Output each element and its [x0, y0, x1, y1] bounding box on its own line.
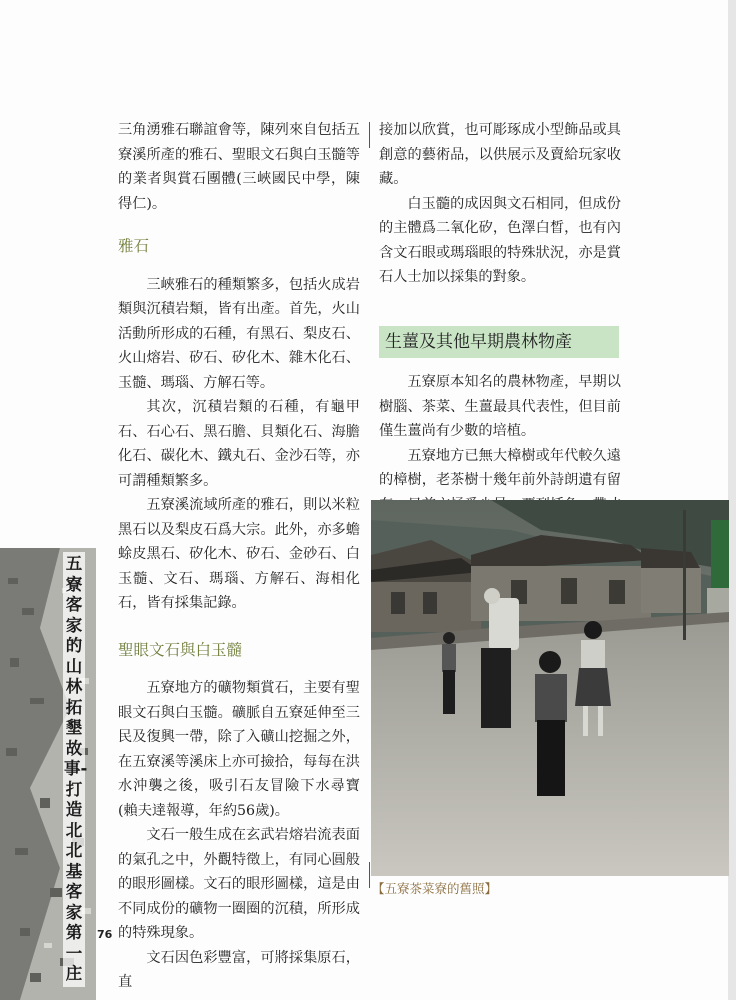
body-paragraph: 三峽雅石的種類繁多，包括火成岩類與沉積岩類，皆有出產。首先，火山活動所形成的石種，有黑石、梨皮石、火山熔岩、矽石、矽化木、雜木化石、玉髓、瑪瑙、方解石等。: [118, 276, 360, 391]
body-paragraph: 五寮原本知名的農林物產，早期以樹腦、茶菜、生薑最具代表性，但目前僅生薑尚有少數的培植。: [379, 374, 621, 439]
intro-paragraph: 三角湧雅石聯誼會等，陳列來自包括五寮溪所產的雅石、聖眼文石與白玉髓等的業者與賞石團體(三峽國民中學，陳得仁)。: [118, 122, 360, 212]
body-paragraph: 五寮地方已無大樟樹或年代較久遠的樟樹，老茶樹十幾年前外詩朗遺有留: [379, 447, 621, 488]
body-paragraph: 白玉髓的成因與文石相同，但成份的主體爲二氧化矽，色澤白晳，也有內含文石眼或瑪瑙眼的特殊狀況，亦是賞石人士加以採集的對象。: [379, 195, 621, 285]
page-number: 76: [97, 928, 113, 941]
page-edge: [728, 0, 736, 1000]
body-paragraph: 五寮地方的礦物類賞石，主要有聖眼文石與白玉髓。礦脈自五寮延伸至三民及復興一帶，除了入礦山挖掘之外，在五寮溪等溪床上亦可撿拾，每每在洪水沖襲之後，吸引石友冒險下水尋寶(賴夫達報導，年約56歲)。: [118, 680, 360, 819]
body-paragraph: 其次，沉積岩類的石種，有龜甲石、石心石、黑石膽、貝類化石、海膽化石、碳化木、鐵丸石、金沙石等，亦可謂種類繁多。: [118, 399, 360, 489]
continued-paragraph: 接加以欣賞，也可彫琢成小型飾品或具創意的藝術品，以供展示及賣給玩家收藏。: [379, 122, 621, 187]
right-text-column: [379, 118, 621, 566]
vertical-book-title: 五寮客家的山林拓墾故事-打造北北基客家第一庄: [63, 552, 85, 987]
left-text-column: [118, 118, 360, 995]
section-heading-ginger: 生薑及其他早期農林物產: [379, 326, 619, 359]
photo-illustration: [371, 500, 729, 876]
section-heading-shengyan: 聖眼文石與白玉髓: [118, 640, 243, 659]
photo-caption: 【五寮茶菜寮的舊照】: [372, 881, 498, 896]
section-heading-yashi: 雅石: [118, 237, 150, 255]
body-paragraph: 五寮溪流域所產的雅石，則以米粒黑石以及梨皮石爲大宗。此外，亦多蟾蜍皮黑石、矽化木、矽石、金砂石、白玉髓、文石、瑪瑙、方解石、海相化石，皆有採集記錄。: [118, 497, 360, 611]
body-paragraph: 文石因色彩豐富，可將採集原石，直: [118, 949, 360, 990]
body-paragraph: 文石一般生成在玄武岩熔岩流表面的氣孔之中，外觀特徵上，有同心圓般的眼形圖樣。文石的眼形圖樣，這是由不同成份的礦物一圈圈的沉積，所形成的特殊現象。: [118, 827, 360, 941]
column-divider-bottom: [369, 862, 370, 888]
historical-photo: [371, 500, 729, 876]
column-divider-top: [369, 122, 370, 148]
